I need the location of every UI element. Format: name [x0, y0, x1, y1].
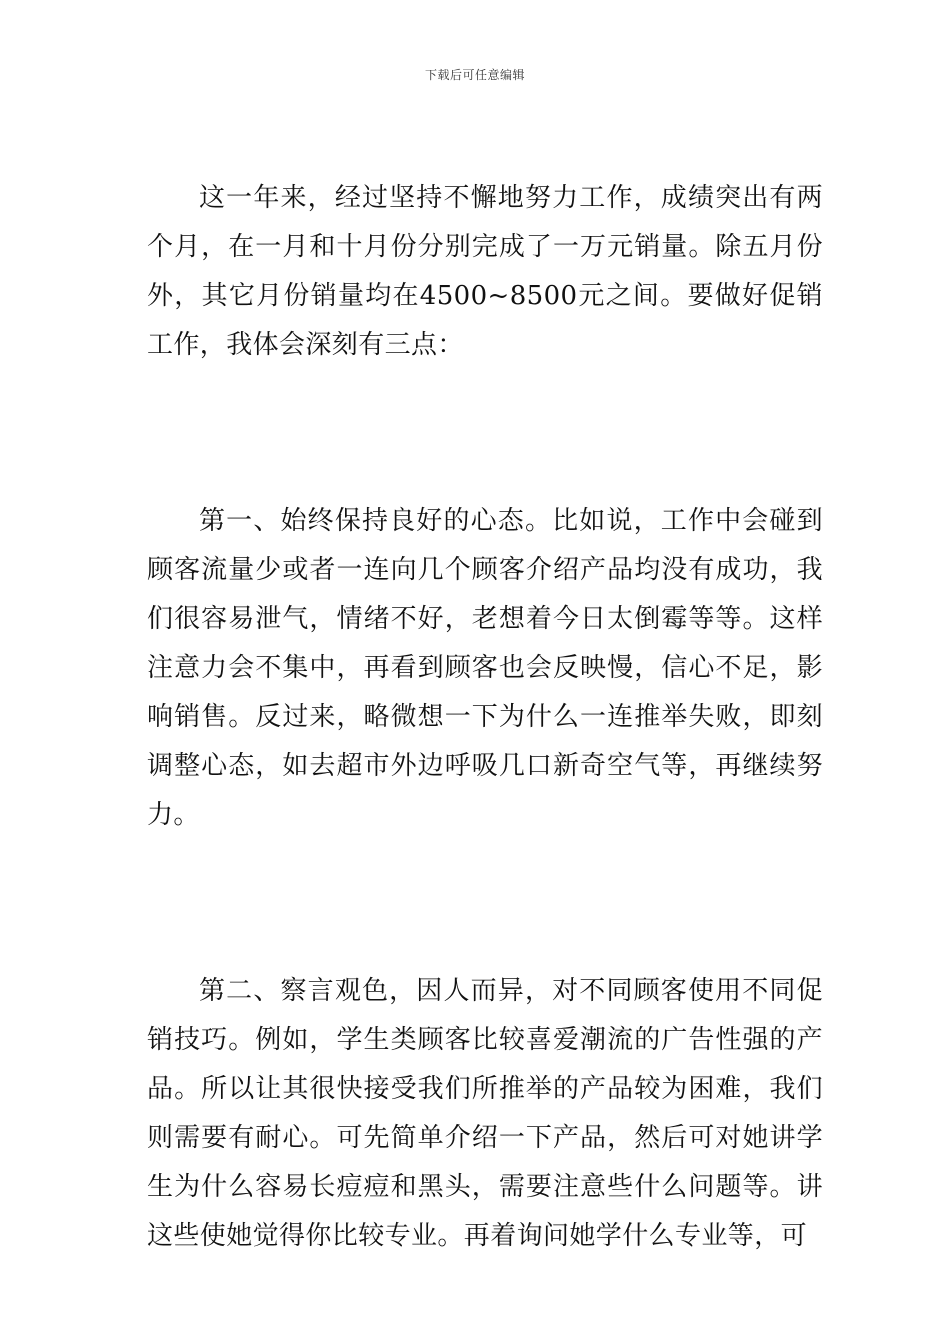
header-note: 下载后可任意编辑 — [424, 68, 525, 82]
paragraph-intro: 这一年来，经过坚持不懈地努力工作，成绩突出有两个月，在一月和十月份分别完成了一万元销量。除五月份外，其它月份销量均在4500~8500元之间。要做好促销工作，我体会深刻有三点： — [147, 183, 823, 360]
paragraph-point-one: 第一、始终保持良好的心态。比如说，工作中会碰到顾客流量少或者一连向几个顾客介绍产品均没有成功，我们很容易泄气，情绪不好，老想着今日太倒霉等等。这样注意力会不集中，再看到顾客也会反映慢，信心不足，影响销售。反过来，略微想一下为什么一连推举失败，即刻调整心态，如去超市外边呼吸几口新奇空气等，再继续努力。 — [147, 506, 823, 830]
document-body — [147, 174, 823, 1261]
paragraph-point-two: 第二、察言观色，因人而异，对不同顾客使用不同促销技巧。例如，学生类顾客比较喜爱潮流的广告性强的产品。所以让其很快接受我们所推举的产品较为困难，我们则需要有耐心。可先简单介绍一下产品，然后可对她讲学生为什么容易长痘痘和黑头，需要注意些什么问题等。讲这些使她觉得你比较专业。再着询问她学什么专业等，可 — [147, 976, 823, 1251]
